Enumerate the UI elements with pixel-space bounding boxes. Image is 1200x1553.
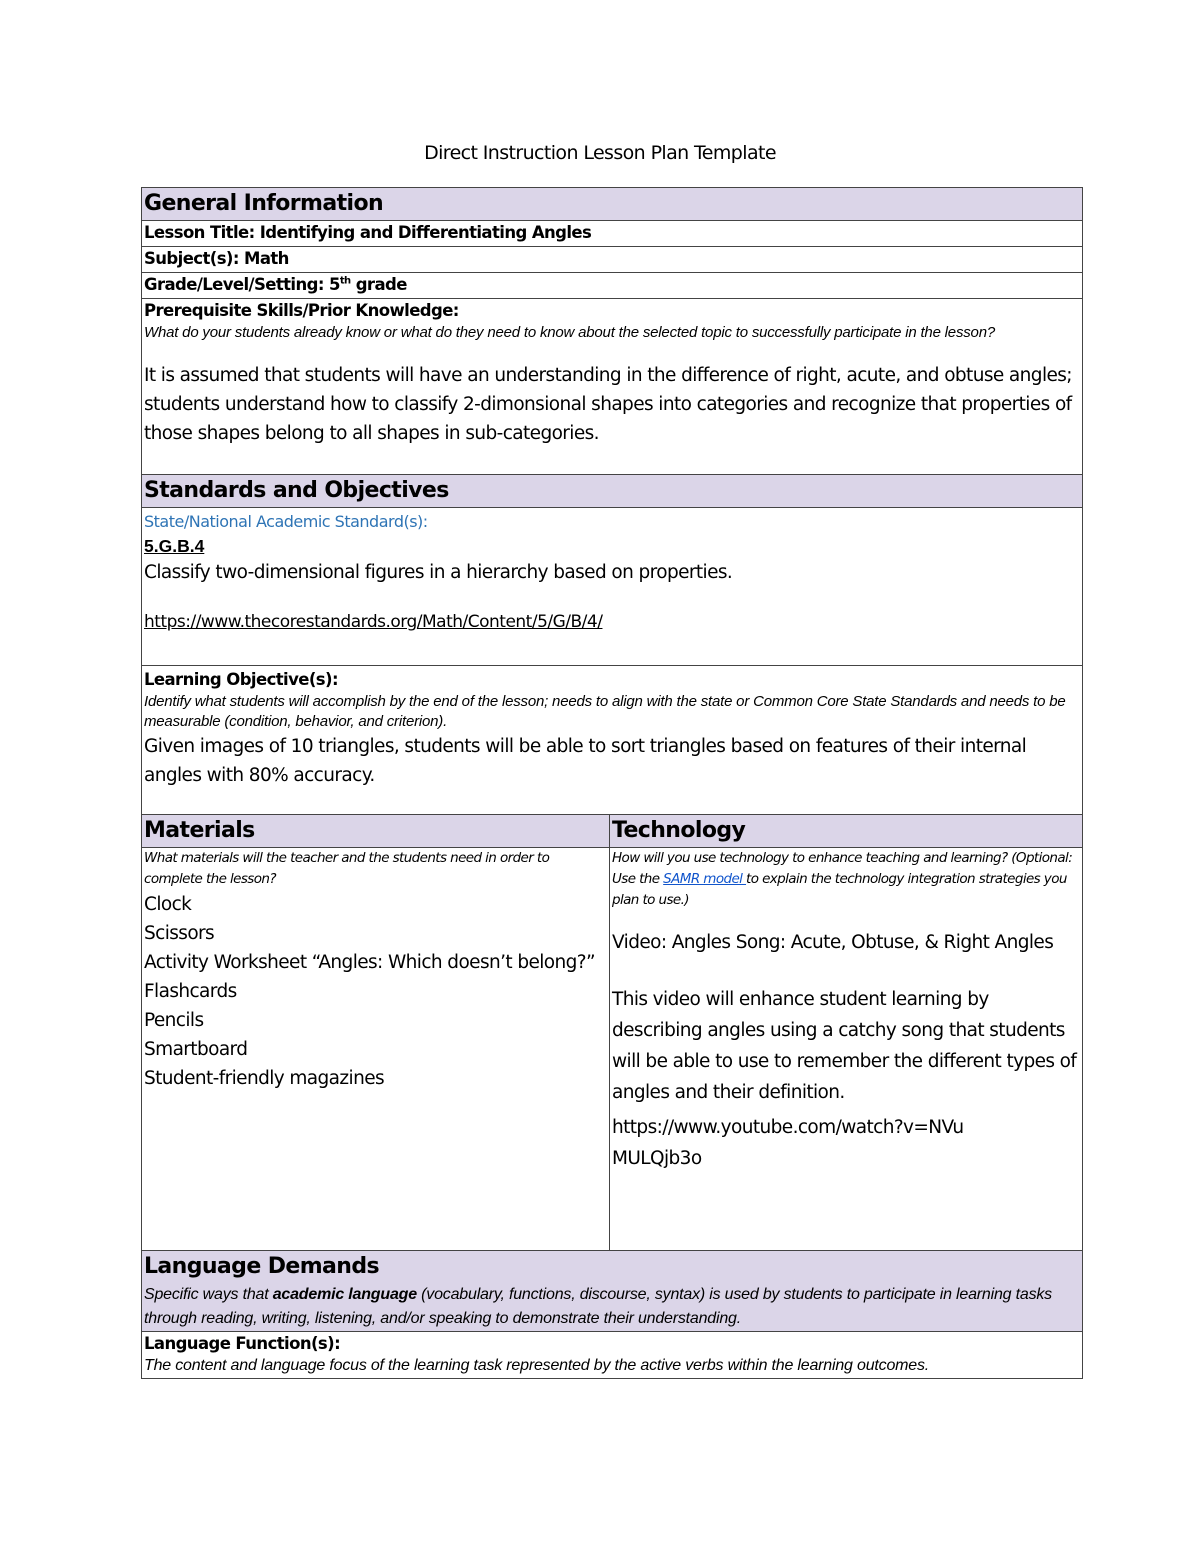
lesson-title: Lesson Title: Identifying and Differentiating Angles xyxy=(144,223,592,242)
language-function-label: Language Function(s): xyxy=(144,1334,341,1353)
language-hint-text: Specific ways that xyxy=(144,1286,273,1303)
prereq-label: Prerequisite Skills/Prior Knowledge: xyxy=(144,301,459,320)
prereq-cell xyxy=(142,299,1083,475)
technology-header-cell xyxy=(610,815,1083,848)
materials-cell xyxy=(142,848,610,1251)
lesson-title-cell xyxy=(142,221,1083,247)
standards-cell xyxy=(142,508,1083,666)
technology-url[interactable]: https://www.youtube.com/watch?v=NVuMULQjb3o xyxy=(612,1117,964,1169)
materials-header-cell xyxy=(142,815,610,848)
materials-item: Student-friendly magazines xyxy=(144,1068,385,1089)
language-hint-text-2: (vocabulary, functions, discourse, syntax) is used by students to participate in learning tasks through reading, writing, listening, and/or speaking to demonstrate their understanding. xyxy=(144,1286,1052,1327)
objective-label: Learning Objective(s): xyxy=(144,670,338,689)
materials-item: Pencils xyxy=(144,1010,204,1031)
language-demands-hint xyxy=(144,1283,1080,1331)
technology-hint-text: How will you use technology to enhance teaching and learning? (Optional: Use the xyxy=(612,850,1073,887)
materials-list xyxy=(144,890,607,1093)
materials-item: Activity Worksheet “Angles: Which doesn’t belong?” xyxy=(144,952,595,973)
technology-header: Technology xyxy=(612,818,746,843)
standard-text: Classify two-dimensional figures in a hierarchy based on properties. xyxy=(144,562,733,583)
prereq-answer: It is assumed that students will have an understanding in the difference of right, acute, and obtuse angles; students understand how to classify 2-dimonsional shapes into categories and recognize that properties of those shapes belong to all shapes in sub-categories. xyxy=(144,365,1072,444)
materials-item: Flashcards xyxy=(144,981,237,1002)
samr-model-link[interactable]: SAMR model xyxy=(663,871,747,887)
grade-superscript: th xyxy=(339,275,351,287)
technology-hint xyxy=(612,848,1080,911)
language-function-hint: The content and language focus of the learning task represented by the active verbs within the learning outcomes. xyxy=(144,1357,930,1374)
subjects-cell xyxy=(142,247,1083,273)
materials-item: Scissors xyxy=(144,923,215,944)
general-info-header: General Information xyxy=(144,191,384,216)
technology-hint-text-2: to explain the technology integration strategies you plan to use.) xyxy=(612,871,1067,908)
grade-suffix: grade xyxy=(350,275,407,294)
grade-cell xyxy=(142,273,1083,299)
language-hint-bold: academic language xyxy=(272,1286,417,1303)
technology-description: This video will enhance student learning by describing angles using a catchy song that students will be able to use to remember the different types of angles and their definition. xyxy=(612,989,1077,1103)
standard-url-link[interactable]: https://www.thecorestandards.org/Math/Content/5/G/B/4/ xyxy=(144,612,603,632)
language-function-cell xyxy=(142,1332,1083,1379)
objective-cell xyxy=(142,666,1083,815)
objective-hint: Identify what students will accomplish by the end of the lesson; needs to align with the state or Common Core State Standards and needs to be measurable (condition, behavior, and criterion). xyxy=(144,693,1066,730)
materials-item: Smartboard xyxy=(144,1039,248,1060)
language-demands-cell xyxy=(142,1251,1083,1332)
grade-prefix: Grade/Level/Setting: 5 xyxy=(144,275,340,294)
objective-text: Given images of 10 triangles, students will be able to sort triangles based on features of their internal angles with 80% accuracy. xyxy=(144,736,1027,786)
standards-header-cell xyxy=(142,475,1083,508)
technology-video: Video: Angles Song: Acute, Obtuse, & Right Angles xyxy=(612,932,1054,953)
document-title: Direct Instruction Lesson Plan Template xyxy=(424,142,776,164)
grade-level-setting xyxy=(144,273,1080,297)
materials-hint: What materials will the teacher and the students need in order to complete the lesson? xyxy=(144,850,550,887)
general-info-header-cell xyxy=(142,188,1083,221)
materials-header: Materials xyxy=(144,818,255,843)
technology-cell xyxy=(610,848,1083,1251)
lesson-plan-table xyxy=(141,187,1083,1379)
standards-header: Standards and Objectives xyxy=(144,478,449,503)
language-demands-header: Language Demands xyxy=(144,1254,379,1279)
prereq-hint: What do your students already know or what do they need to know about the selected topic to successfully participate in the lesson? xyxy=(144,324,995,341)
materials-item: Clock xyxy=(144,894,192,915)
standard-code: 5.G.B.4 xyxy=(144,536,205,556)
subjects: Subject(s): Math xyxy=(144,249,289,268)
standard-label: State/National Academic Standard(s): xyxy=(144,512,428,531)
